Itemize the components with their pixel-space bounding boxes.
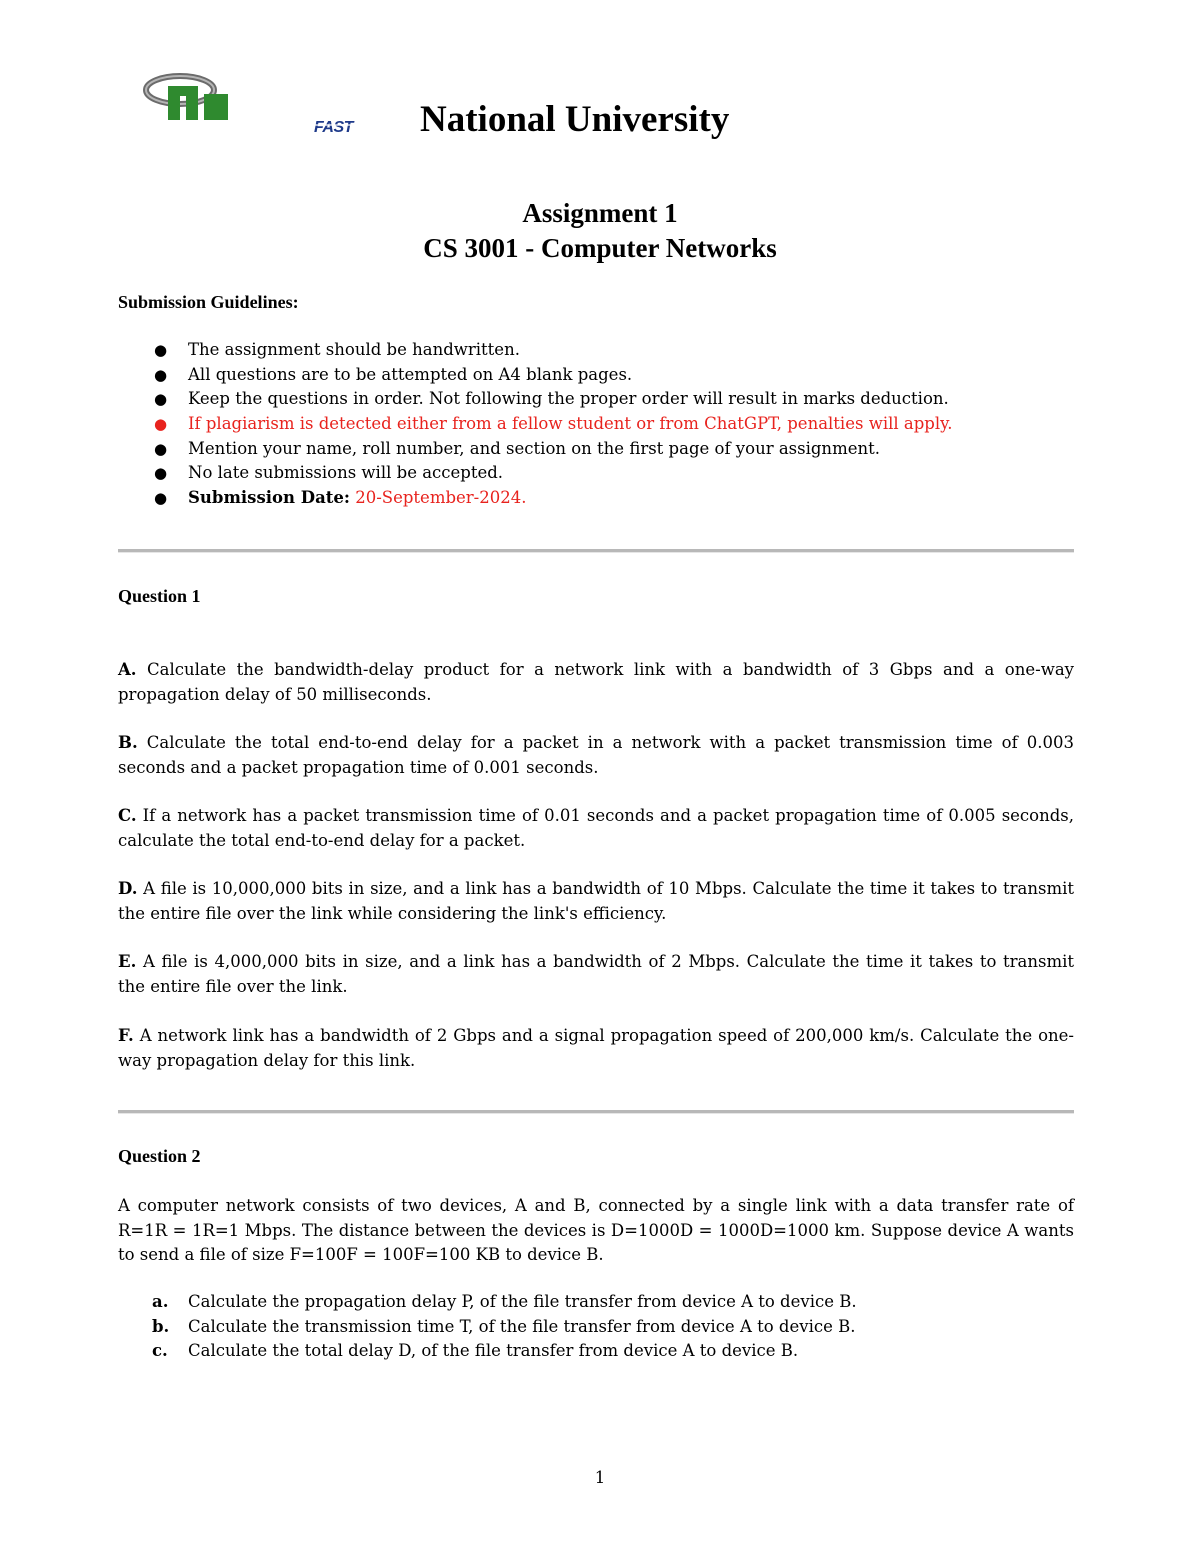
part-label: A. <box>118 660 137 679</box>
question-2-part <box>118 1290 1078 1315</box>
submission-date-value: 20-September-2024. <box>349 488 527 508</box>
part-label: F. <box>118 1026 134 1045</box>
guideline-text: No late submissions will be accepted. <box>188 463 504 483</box>
part-label: E. <box>118 952 137 971</box>
question-1-part-a <box>118 658 1074 707</box>
bullet-icon: ● <box>154 390 168 409</box>
question-2-parts <box>118 1290 1078 1364</box>
bullet-icon: ● <box>154 464 168 483</box>
guideline-text: Mention your name, roll number, and section on the first page of your assignment. <box>188 438 880 458</box>
part-label: c. <box>152 1341 168 1361</box>
assignment-title: Assignment 1 <box>522 198 678 228</box>
part-label: a. <box>152 1292 169 1311</box>
fast-logo <box>312 115 380 137</box>
guideline-item <box>118 363 1078 388</box>
question-2-part <box>118 1339 1078 1364</box>
guideline-text: All questions are to be attempted on A4 blank pages. <box>188 364 633 384</box>
part-text: Calculate the total delay D, of the file transfer from device A to device B. <box>188 1341 799 1361</box>
bullet-icon: ● <box>154 341 168 359</box>
guidelines-list <box>118 338 1078 511</box>
part-text: Calculate the bandwidth-delay product for a network link with a bandwidth of 3 Gbps and a one-way propagation delay of 50 milliseconds. <box>118 660 1074 704</box>
submission-date-label: Submission Date: <box>188 488 350 508</box>
guideline-item <box>118 437 1078 462</box>
nu-logo <box>140 68 230 130</box>
svg-text:FAST: FAST <box>314 119 353 136</box>
question-1-part-d <box>118 877 1074 926</box>
part-label: C. <box>118 806 137 825</box>
question-1-heading: Question 1 <box>118 586 201 606</box>
question-1-part-f <box>118 1024 1074 1073</box>
page-number: 1 <box>594 1468 606 1487</box>
bullet-icon: ● <box>154 489 168 508</box>
guidelines-heading: Submission Guidelines: <box>118 292 299 312</box>
question-1-part-e <box>118 950 1074 999</box>
bullet-icon: ● <box>154 365 168 384</box>
university-title: National University <box>420 99 730 140</box>
question-1-part-b <box>118 731 1074 780</box>
part-text: Calculate the transmission time T, of the file transfer from device A to device B. <box>188 1316 856 1336</box>
guideline-item-plagiarism <box>118 412 1078 437</box>
part-label: D. <box>118 879 138 898</box>
bullet-icon: ● <box>154 439 168 458</box>
guideline-item <box>118 338 1078 363</box>
part-label: B. <box>118 733 138 752</box>
bullet-icon: ● <box>154 415 168 434</box>
section-divider <box>118 549 1074 553</box>
part-label: b. <box>152 1316 170 1336</box>
guideline-item <box>118 387 1078 412</box>
guideline-text: Keep the questions in order. Not following the proper order will result in marks deduction. <box>188 389 949 409</box>
part-text: Calculate the propagation delay P, of the file transfer from device A to device B. <box>188 1292 857 1311</box>
section-divider <box>118 1110 1074 1114</box>
guideline-text: If plagiarism is detected either from a fellow student or from ChatGPT, penalties will apply. <box>188 414 953 434</box>
question-2-intro: A computer network consists of two devices, A and B, connected by a single link with a data transfer rate of R=1R = 1R=1 Mbps. The distance between the devices is D=1000D = 1000D=1000 km. Suppose device A wants to send a file of size F=100F = 100F=100 KB to device B. <box>118 1196 1074 1264</box>
part-text: Calculate the total end-to-end delay for a packet in a network with a packet transmission time of 0.003 seconds and a packet propagation time of 0.001 seconds. <box>118 733 1074 777</box>
guideline-text: The assignment should be handwritten. <box>188 340 520 359</box>
course-title: CS 3001 - Computer Networks <box>423 233 777 263</box>
part-text: A file is 10,000,000 bits in size, and a link has a bandwidth of 10 Mbps. Calculate the time it takes to transmit the entire file over the link while considering the link's efficiency. <box>118 879 1074 923</box>
guideline-item-submission-date <box>118 486 1078 511</box>
guideline-item <box>118 461 1078 486</box>
question-2-heading: Question 2 <box>118 1146 201 1166</box>
part-text: If a network has a packet transmission time of 0.01 seconds and a packet propagation time of 0.005 seconds, calculate the total end-to-end delay for a packet. <box>118 806 1074 850</box>
part-text: A file is 4,000,000 bits in size, and a link has a bandwidth of 2 Mbps. Calculate the time it takes to transmit the entire file over the link. <box>118 952 1074 996</box>
part-text: A network link has a bandwidth of 2 Gbps and a signal propagation speed of 200,000 km/s. Calculate the one-way propagation delay for this link. <box>118 1026 1074 1070</box>
question-2-part <box>118 1315 1078 1340</box>
question-1-part-c <box>118 804 1074 853</box>
